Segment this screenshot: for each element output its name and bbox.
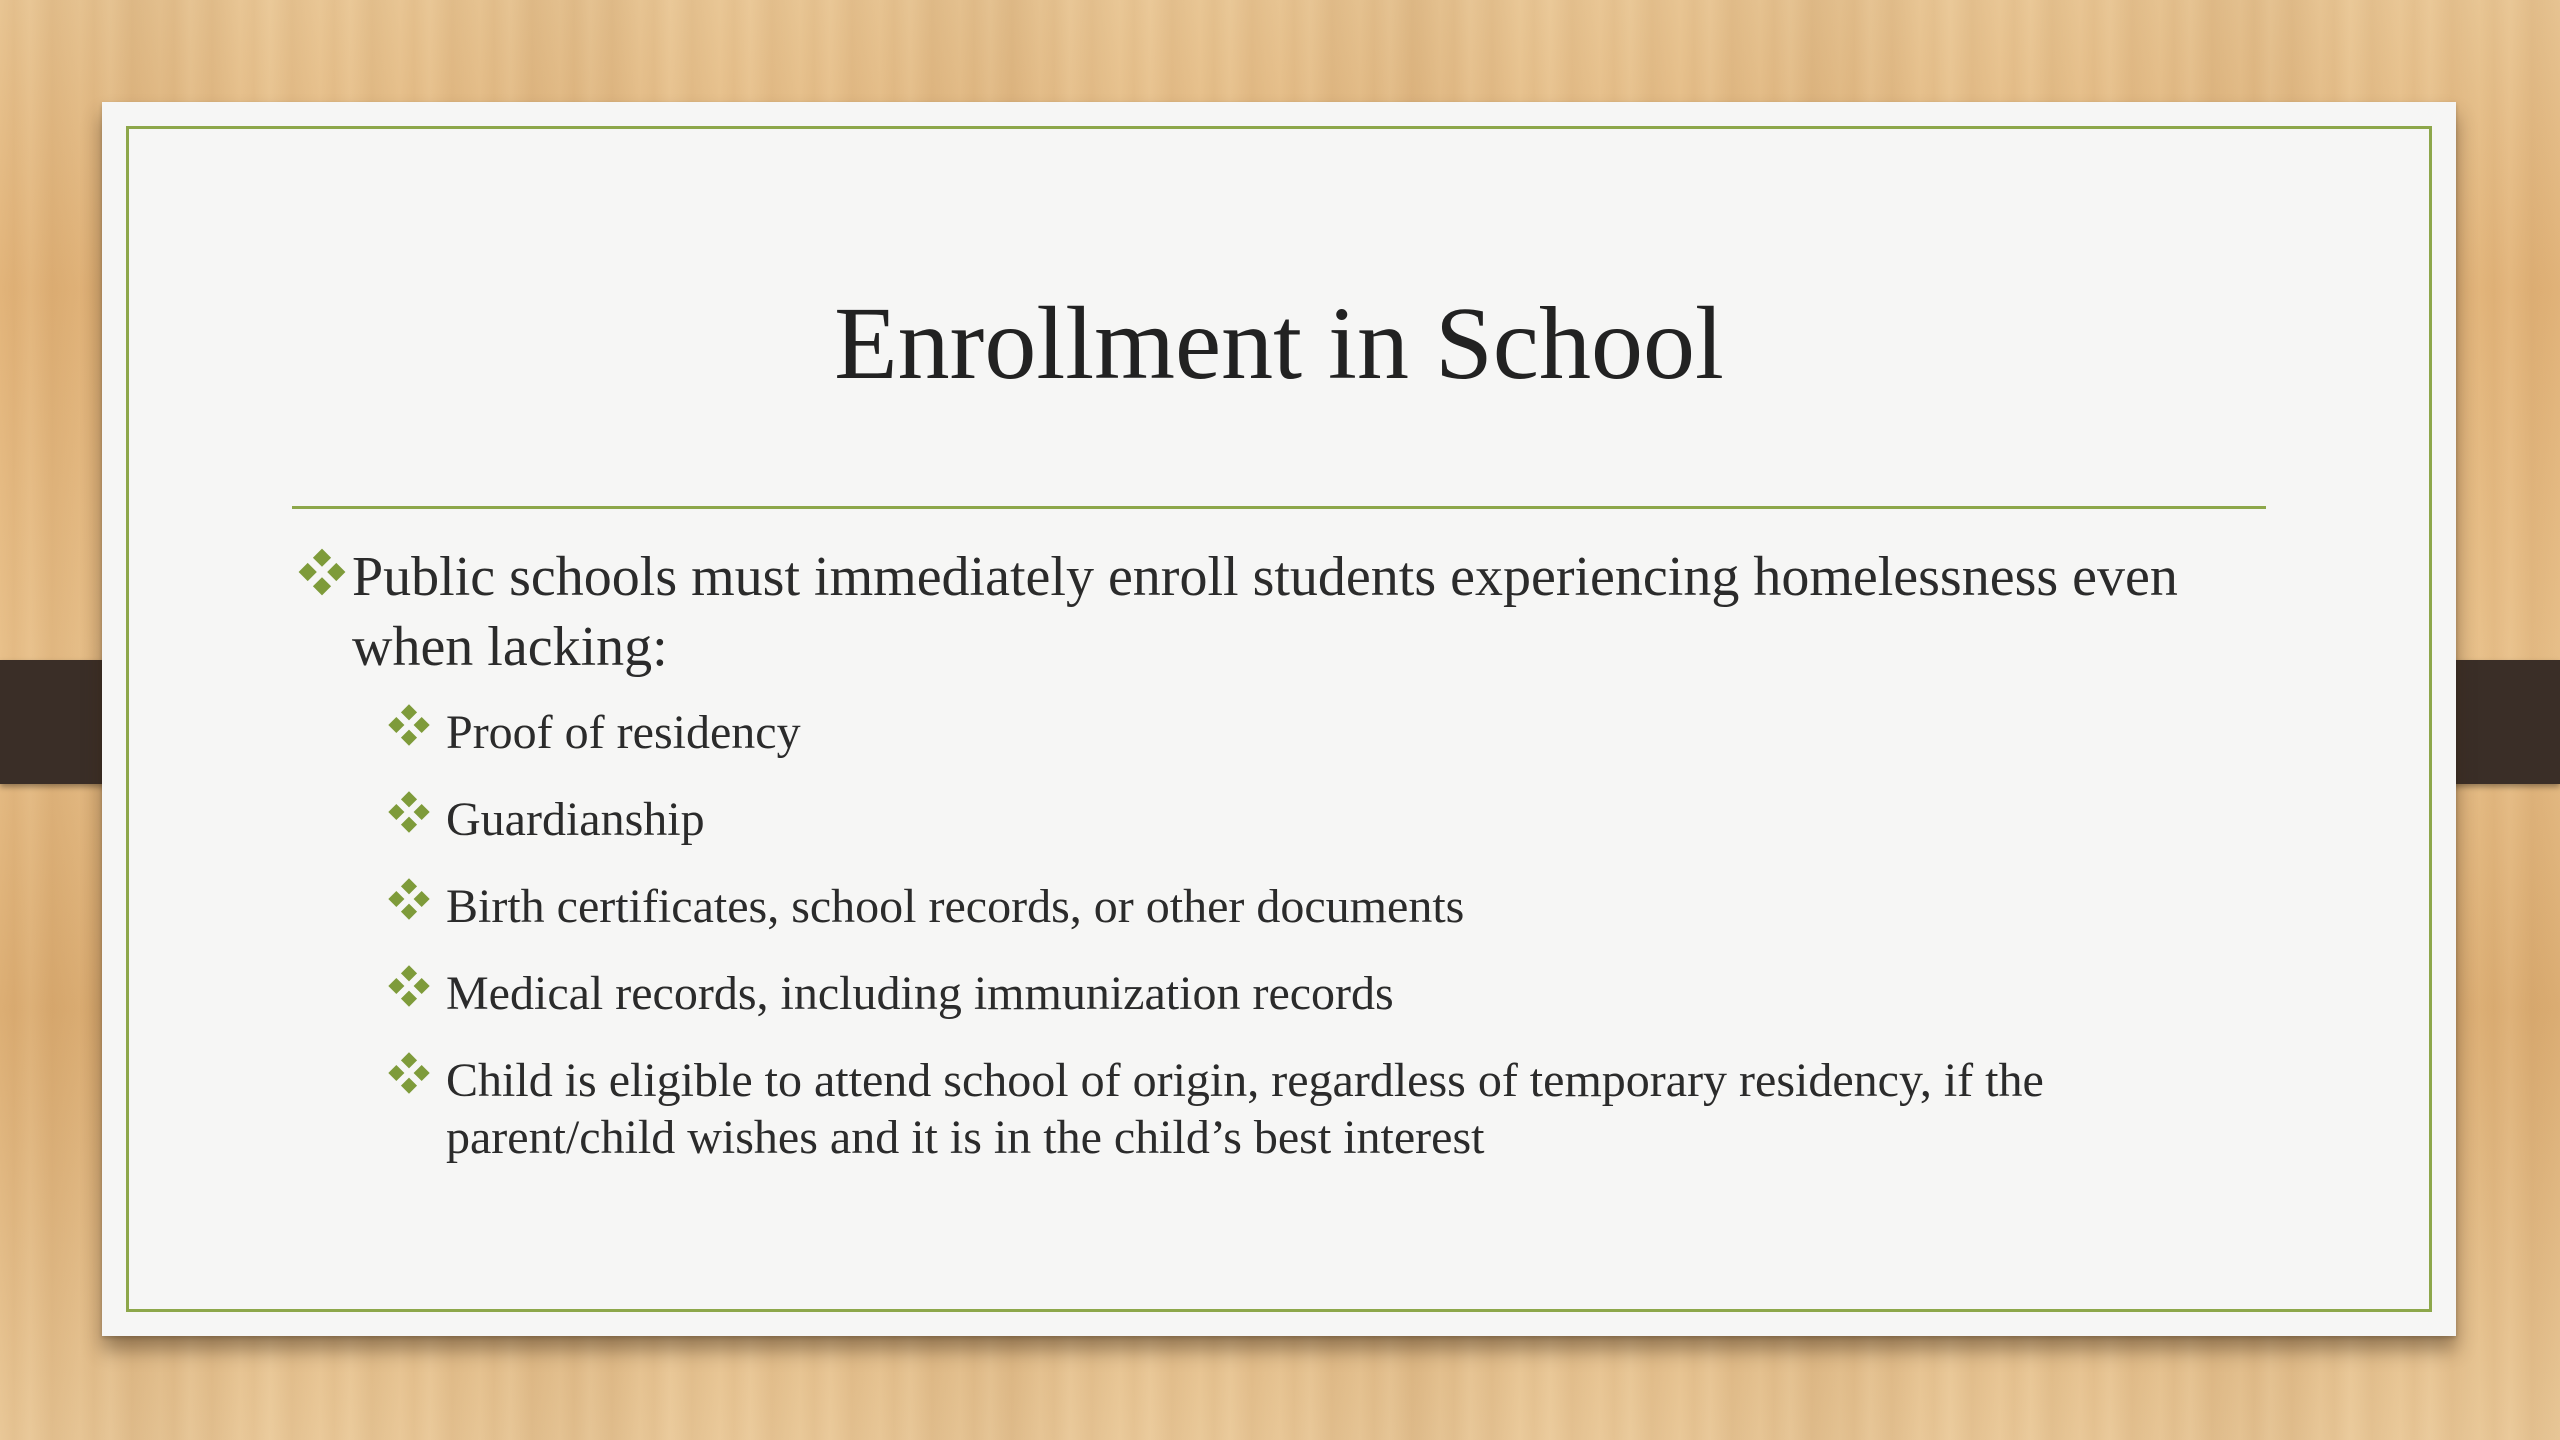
four-diamond-bullet-icon bbox=[386, 1050, 432, 1096]
sub-bullet-text: Child is eligible to attend school of origin, regardless of temporary residency, if the parent/child wishes and it is in the child’s best interest bbox=[446, 1054, 2044, 1164]
slide-title: Enrollment in School bbox=[834, 286, 1724, 401]
sub-bullet-item bbox=[386, 878, 2176, 935]
four-diamond-bullet-icon bbox=[386, 789, 432, 835]
four-diamond-bullet-icon bbox=[386, 702, 432, 748]
sub-bullet-list bbox=[292, 704, 2292, 1166]
title-divider bbox=[292, 506, 2266, 509]
sub-bullet-text: Birth certificates, school records, or other documents bbox=[446, 880, 1465, 933]
slide-content bbox=[292, 542, 2292, 1196]
main-bullet-point bbox=[292, 542, 2292, 682]
sub-bullet-item bbox=[386, 791, 2176, 848]
sub-bullet-item bbox=[386, 965, 2176, 1022]
sub-bullet-text: Guardianship bbox=[446, 793, 705, 846]
sub-bullet-item bbox=[386, 1052, 2176, 1166]
sub-bullet-text: Medical records, including immunization records bbox=[446, 967, 1394, 1020]
main-bullet-text: Public schools must immediately enroll students experiencing homelessness even when lacking: bbox=[352, 546, 2178, 678]
four-diamond-bullet-icon bbox=[296, 546, 348, 598]
sub-bullet-text: Proof of residency bbox=[446, 706, 801, 759]
four-diamond-bullet-icon bbox=[386, 963, 432, 1009]
sub-bullet-item bbox=[386, 704, 2176, 761]
slide-card bbox=[102, 102, 2456, 1336]
four-diamond-bullet-icon bbox=[386, 876, 432, 922]
